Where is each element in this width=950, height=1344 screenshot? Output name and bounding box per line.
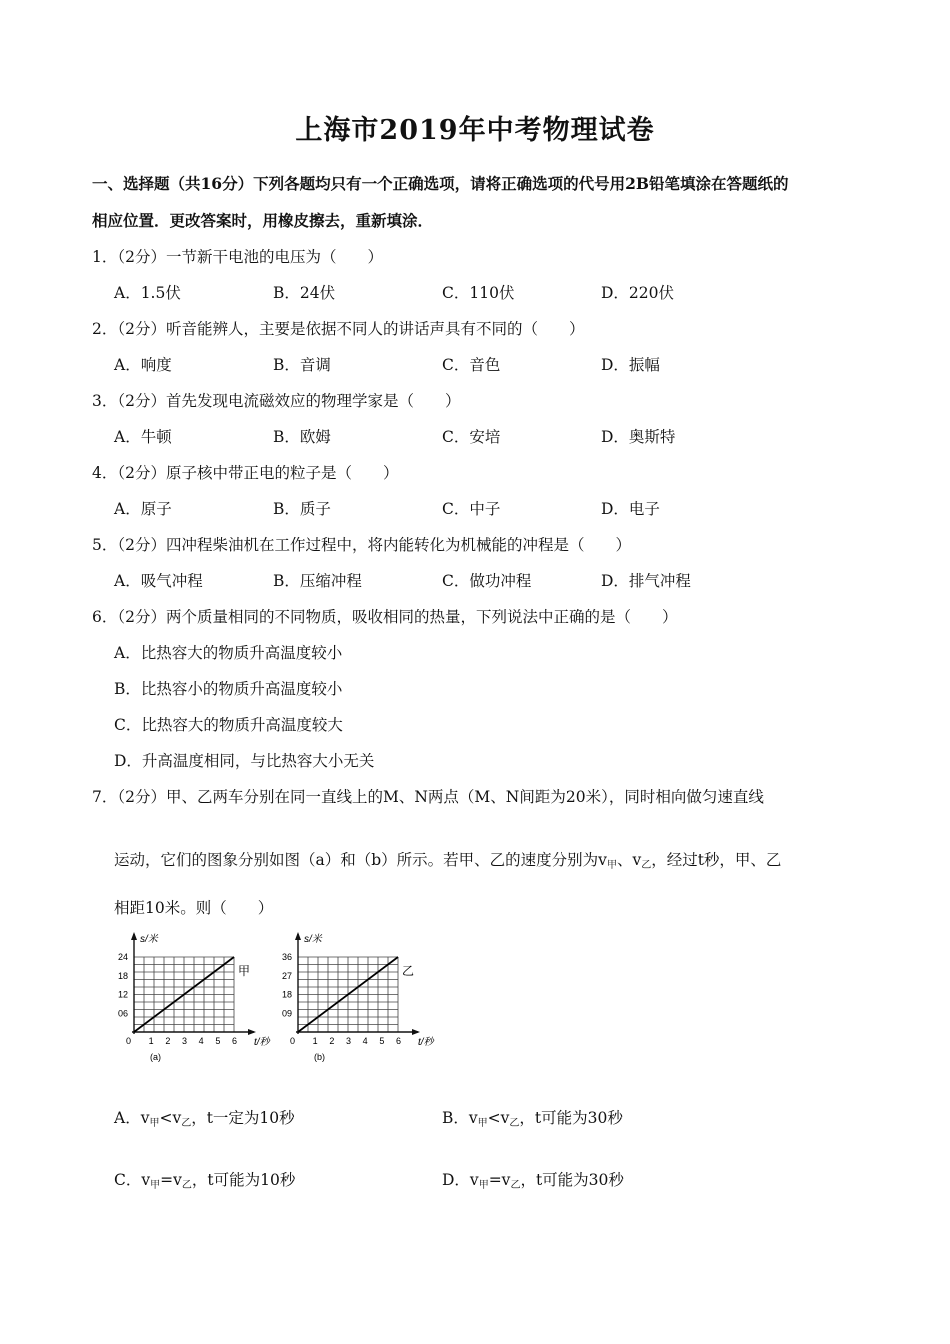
x-axis-arrow: [248, 1029, 256, 1035]
y-tick-label: 27: [282, 970, 293, 981]
y-axis-arrow: [295, 932, 301, 940]
x-tick-label: 6: [396, 1036, 402, 1046]
question-2-option-b: B．音调: [273, 356, 331, 374]
y-tick-label: 12: [118, 989, 129, 1000]
question-5-option-d: D．排气冲程: [601, 572, 691, 590]
question-6-option-a: A．比热容大的物质升高温度较小: [114, 644, 343, 662]
question-4-option-d: D．电子: [601, 500, 660, 518]
y-tick-label: 24: [118, 952, 129, 962]
question-7-option-d: D．v甲=v乙，t可能为30秒: [442, 1171, 624, 1191]
x-tick-label: 5: [215, 1036, 221, 1046]
question-2-option-d: D．振幅: [601, 356, 660, 374]
x-axis-label: t/秒: [418, 1037, 434, 1048]
question-1-option-c: C．110伏: [442, 284, 515, 302]
y-tick-label: 18: [118, 970, 129, 981]
y-axis-label: s/米: [304, 934, 322, 945]
x-axis-arrow: [412, 1029, 420, 1035]
question-3-option-c: C．安培: [442, 428, 501, 446]
question-3-option-a: A．牛顿: [114, 428, 172, 446]
question-5-option-b: B．压缩冲程: [273, 572, 362, 590]
y-tick-label: 18: [282, 989, 293, 1000]
question-6-option-c: C．比热容大的物质升高温度较大: [114, 716, 343, 734]
question-7-option-c: C．v甲=v乙，t可能为10秒: [114, 1171, 296, 1191]
series-label: 乙: [402, 964, 415, 978]
question-7-stem-line2: 运动，它们的图象分别如图（a）和（b）所示。若甲、乙的速度分别为v甲、v乙，经过t秒，甲、乙: [114, 851, 782, 871]
y-axis-label: s/米: [140, 934, 158, 945]
question-6-stem: 6．（2分）两个质量相同的不同物质，吸收相同的热量，下列说法中正确的是（ ）: [92, 608, 678, 626]
x-tick-label: 3: [346, 1036, 352, 1046]
question-3-option-b: B．欧姆: [273, 428, 331, 446]
question-7-stem-line1: 7．（2分）甲、乙两车分别在同一直线上的M、N两点（M、N间距为20米），同时相向做匀速直线: [92, 788, 764, 806]
question-5-stem: 5．（2分）四冲程柴油机在工作过程中，将内能转化为机械能的冲程是（ ）: [92, 536, 631, 554]
x-tick-label: 4: [198, 1036, 204, 1046]
chart-a-plot: [118, 932, 272, 1062]
chart-a: [108, 926, 280, 1074]
question-2-option-c: C．音色: [442, 356, 501, 374]
question-4-stem: 4．（2分）原子核中带正电的粒子是（ ）: [92, 464, 399, 482]
x-tick-label: 2: [165, 1036, 171, 1046]
x-tick-label: 6: [232, 1036, 238, 1046]
x-tick-label: 2: [329, 1036, 335, 1046]
y-axis-arrow: [131, 932, 137, 940]
x-tick-label: 5: [379, 1036, 385, 1046]
section-instructions-line2: 相应位置．更改答案时，用橡皮擦去，重新填涂．: [92, 211, 434, 230]
question-5-option-c: C．做功冲程: [442, 572, 532, 590]
x-tick-label: 1: [148, 1036, 154, 1046]
series-label: 甲: [238, 964, 251, 978]
question-3-option-d: D．奥斯特: [601, 428, 676, 446]
y-tick-label: 06: [118, 1008, 129, 1019]
question-7-option-b: B．v甲<v乙，t可能为30秒: [442, 1109, 623, 1129]
question-7-stem-line3: 相距10米。则（ ）: [114, 899, 274, 917]
question-2-option-a: A．响度: [114, 356, 172, 374]
question-4-option-b: B．质子: [273, 500, 331, 518]
x-tick-label: 4: [362, 1036, 368, 1046]
question-4-option-c: C．中子: [442, 500, 501, 518]
section-instructions-line1: 一、选择题（共16分）下列各题均只有一个正确选项，请将正确选项的代号用2B铅笔填涂在答题纸的: [92, 174, 789, 193]
page-title: 上海市2019年中考物理试卷: [295, 115, 655, 146]
question-2-stem: 2．（2分）听音能辨人，主要是依据不同人的讲话声具有不同的（ ）: [92, 320, 585, 338]
chart-b: [272, 926, 444, 1074]
chart-caption: (a): [150, 1052, 161, 1062]
x-tick-label: 1: [312, 1036, 318, 1046]
question-3-stem: 3．（2分）首先发现电流磁效应的物理学家是（ ）: [92, 392, 461, 410]
question-1-option-a: A．1.5伏: [114, 284, 181, 302]
question-1-option-b: B．24伏: [273, 284, 336, 302]
x-tick-label: 3: [182, 1036, 188, 1046]
x-tick-label: 0: [290, 1036, 296, 1046]
x-tick-label: 0: [126, 1036, 132, 1046]
question-1-option-d: D．220伏: [601, 284, 675, 302]
question-6-option-d: D．升高温度相同，与比热容大小无关: [114, 752, 375, 770]
y-tick-label: 36: [282, 952, 293, 962]
x-axis-label: t/秒: [254, 1037, 270, 1048]
question-5-option-a: A．吸气冲程: [114, 572, 203, 590]
y-tick-label: 09: [282, 1008, 293, 1019]
chart-caption: (b): [314, 1052, 325, 1062]
question-7-option-a: A．v甲<v乙，t一定为10秒: [114, 1109, 295, 1129]
question-4-option-a: A．原子: [114, 500, 172, 518]
chart-b-plot: [282, 932, 436, 1062]
question-6-option-b: B．比热容小的物质升高温度较小: [114, 680, 343, 698]
question-1-stem: 1．（2分）一节新干电池的电压为（ ）: [92, 248, 383, 266]
